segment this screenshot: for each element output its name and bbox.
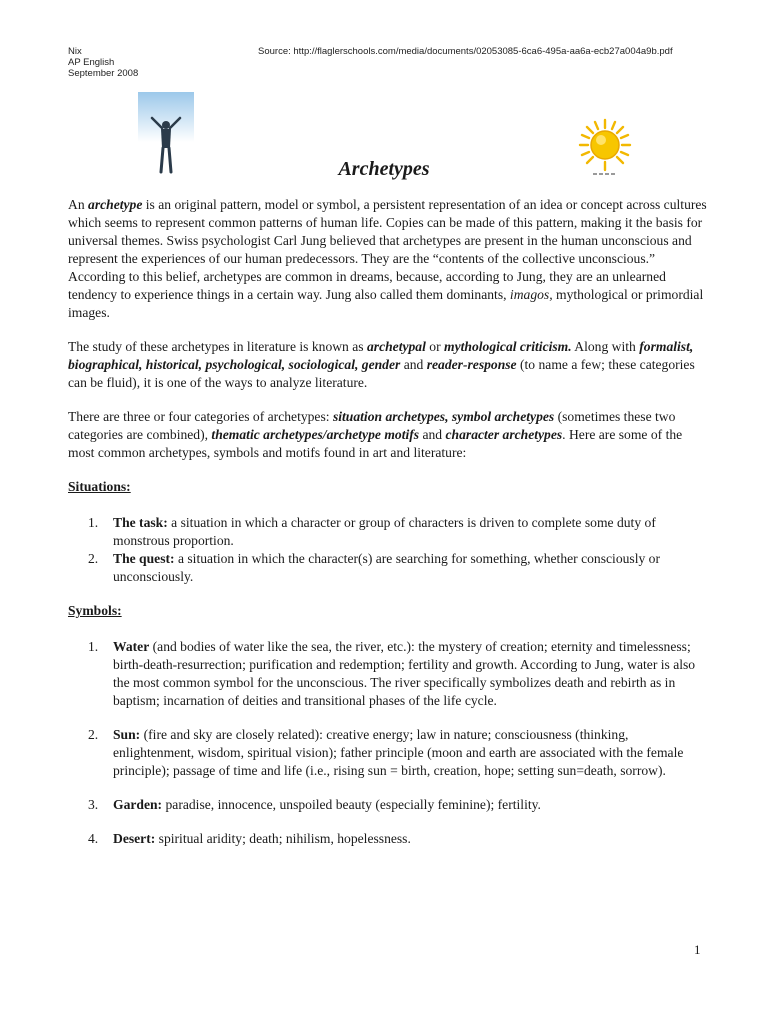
intro-paragraph-2 bbox=[68, 338, 708, 392]
course-name: AP English bbox=[68, 57, 115, 68]
symbols-list bbox=[68, 638, 708, 848]
text-run: mythological or primordial images. bbox=[68, 287, 704, 320]
document-body bbox=[68, 196, 708, 864]
list-number: 2. bbox=[88, 727, 99, 742]
list-number: 4. bbox=[88, 831, 99, 846]
text-run: is an original pattern, model or symbol, a persistent representation of an idea or concept across cultures which seems to represent common patterns of human life. Copies can be made of this pattern, making it the basis for universal themes. Swiss psychologist Carl Jung believed that archetypes are present in the human unconscious and represent the experiences of our human predecessors. They are the “contents of the collective unconscious.” According to this belief, archetypes are common in dreams, because, according to Jung, they are an unlearned tendency to experience things in a certain way. Jung also called them dominants, bbox=[68, 197, 707, 302]
list-item bbox=[68, 796, 708, 814]
intro-paragraph-3 bbox=[68, 408, 708, 462]
text-run: and bbox=[400, 357, 427, 372]
emphasized-term: reader-response bbox=[426, 357, 517, 372]
text-run: The study of these archetypes in literature is known as bbox=[68, 339, 367, 354]
header-meta bbox=[68, 46, 138, 79]
doc-date: September 2008 bbox=[68, 68, 139, 79]
list-term: Garden: bbox=[113, 797, 163, 812]
list-text: (and bodies of water like the sea, the river, etc.): the mystery of creation; eternity and timelessness; birth-death-resurrection; purification and redemption; fertility and growth. According to Jung, water is also the most common symbol for the unconscious. The river specifically symbolizes death and rebirth as in baptism; incarnation of deities and transitional phases of the life cycle. bbox=[113, 639, 696, 708]
emphasized-term: mythological criticism. bbox=[444, 339, 572, 354]
text-run: An bbox=[68, 197, 89, 212]
text-run: or bbox=[425, 339, 445, 354]
list-item bbox=[68, 726, 708, 780]
intro-paragraph-1 bbox=[68, 196, 708, 322]
list-text: paradise, innocence, unspoiled beauty (especially feminine); fertility. bbox=[162, 797, 541, 812]
emphasized-term: archetype bbox=[88, 197, 143, 212]
list-term: The task: bbox=[113, 515, 168, 530]
page-number: 1 bbox=[694, 942, 701, 957]
emphasized-term: archetypal bbox=[366, 339, 426, 354]
emphasized-term: imagos, bbox=[509, 287, 553, 302]
text-run: There are three or four categories of archetypes: bbox=[68, 409, 333, 424]
symbols-heading: Symbols: bbox=[68, 603, 122, 618]
source-url: Source: http://flaglerschools.com/media/documents/02053085-6ca6-495a-aa6a-ecb27a004a9b.pdf bbox=[258, 46, 673, 57]
list-number: 1. bbox=[88, 515, 99, 530]
list-number: 1. bbox=[88, 639, 99, 654]
text-run: (sometimes these two categories are combined), bbox=[68, 409, 676, 442]
list-item bbox=[68, 638, 708, 710]
page-title: Archetypes bbox=[338, 158, 430, 180]
text-run: . Here are some of the most common archetypes, symbols and motifs found in art and literature: bbox=[68, 427, 683, 460]
list-item bbox=[68, 830, 708, 848]
list-text: a situation in which the character(s) are searching for something, whether consciously or unconsciously. bbox=[113, 551, 660, 584]
text-run: (to name a few; these categories can be fluid), it is one of the ways to analyze literature. bbox=[68, 357, 695, 390]
list-term: The quest: bbox=[113, 551, 175, 566]
text-run: and bbox=[419, 427, 446, 442]
emphasized-term: character archetypes bbox=[445, 427, 563, 442]
list-item bbox=[68, 514, 708, 550]
list-text: a situation in which a character or group of characters is driven to complete some duty of monstrous proportion. bbox=[113, 515, 656, 548]
list-item bbox=[68, 550, 708, 586]
emphasized-term: formalist, biographical, historical, psychological, sociological, gender bbox=[68, 339, 694, 372]
list-term: Desert: bbox=[113, 831, 156, 846]
author-name: Nix bbox=[68, 46, 82, 57]
list-term: Water bbox=[113, 639, 150, 654]
list-term: Sun: bbox=[113, 727, 141, 742]
situations-list bbox=[68, 514, 708, 586]
situations-heading: Situations: bbox=[68, 479, 131, 494]
list-number: 2. bbox=[88, 551, 99, 566]
list-text: spiritual aridity; death; nihilism, hopelessness. bbox=[155, 831, 411, 846]
emphasized-term: thematic archetypes/archetype motifs bbox=[211, 427, 420, 442]
list-number: 3. bbox=[88, 797, 99, 812]
text-run: Along with bbox=[571, 339, 640, 354]
list-text: (fire and sky are closely related): creative energy; law in nature; consciousness (thinking, enlightenment, wisdom, spiritual vision); father principle (moon and earth are associated with the female principle); passage of time and life (i.e., rising sun = birth, creation, hope; setting sun=death, sorrow). bbox=[113, 727, 684, 778]
emphasized-term: situation archetypes, symbol archetypes bbox=[332, 409, 555, 424]
